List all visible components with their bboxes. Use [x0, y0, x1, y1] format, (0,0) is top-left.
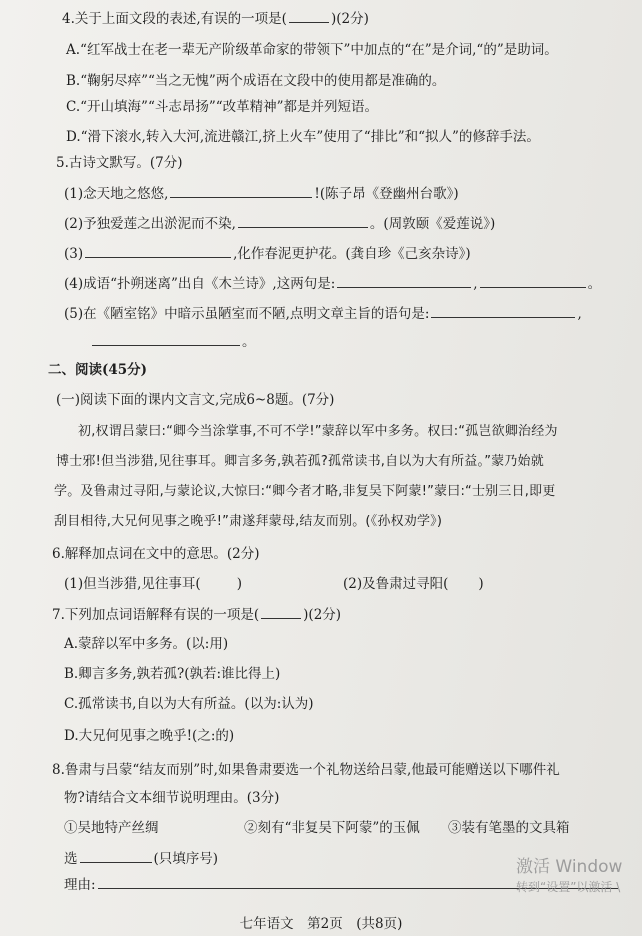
q8-option-3: ③装有笔墨的文具箱 — [448, 820, 570, 836]
activation-watermark-subtitle: 转到“设置”以激活 \ — [516, 880, 621, 894]
q7-option-c: C.孤常读书,自以为大有所益。(以为:认为) — [64, 696, 314, 712]
q4-option-b: B.“鞠躬尽瘁”“当之无愧”两个成语在文段中的使用都是准确的。 — [66, 73, 446, 89]
q5-stem: 5.古诗文默写。(7分) — [56, 155, 183, 171]
q5-line2: (2)予独爱莲之出淤泥而不染, 。(周敦颐《爱莲说》) — [64, 213, 495, 234]
activation-watermark-title: 激活 Window — [516, 857, 623, 877]
q7-stem: 7.下列加点词语解释有误的一项是( )(2分) — [52, 604, 341, 625]
passage-line: 初,权谓吕蒙曰:“卿今当涂掌事,不可不学!”蒙辞以军中多务。权曰:“孤岂欲卿治经为 — [78, 424, 558, 439]
q6-item2: (2)及鲁肃过寻阳( ) — [343, 576, 484, 592]
q4-option-c: C.“开山填海”“斗志昂扬”“改革精神”都是并列短语。 — [66, 99, 379, 115]
answer-blank[interactable] — [238, 213, 368, 228]
answer-blank[interactable] — [92, 331, 240, 346]
q6-item1: (1)但当涉猎,见往事耳( ) — [64, 576, 242, 592]
choice-blank[interactable] — [80, 848, 152, 863]
q8-choice: 选 (只填序号) — [64, 848, 218, 869]
answer-blank[interactable] — [337, 273, 471, 288]
answer-blank[interactable] — [480, 273, 586, 288]
q7-option-d: D.大兄何见事之晚乎!(之:的) — [64, 728, 235, 744]
q8-option-1: ①吴地特产丝绸 — [64, 820, 159, 836]
q5-line4: (4)成语“扑朔迷离”出自《木兰诗》,这两句是: , 。 — [64, 273, 601, 294]
subsection-title: (一)阅读下面的课内文言文,完成6~8题。(7分) — [56, 392, 335, 408]
q8-reason: 理由: — [64, 874, 620, 895]
q8-stem: 8.鲁肃与吕蒙“结友而别”时,如果鲁肃要选一个礼物送给吕蒙,他最可能赠送以下哪件礼 — [52, 762, 560, 778]
answer-blank[interactable] — [431, 303, 575, 318]
page-footer: 七年语文 第2页 (共8页) — [239, 916, 403, 932]
q7-option-a: A.蒙辞以军中多务。(以:用) — [64, 636, 229, 652]
passage-line: 刮目相待,大兄何见事之晚乎!”肃遂拜蒙母,结友而别。(《孙权劝学》) — [54, 514, 443, 529]
q5-line1: (1)念天地之悠悠, !(陈子昂《登幽州台歌》) — [64, 183, 459, 204]
answer-blank[interactable] — [261, 604, 301, 619]
passage-line: 学。及鲁肃过寻阳,与蒙论议,大惊曰:“卿今者才略,非复吴下阿蒙!”蒙曰:“士别三日,即更 — [54, 484, 556, 499]
q5-line3: (3) ,化作春泥更护花。(龚自珍《己亥杂诗》) — [64, 243, 471, 264]
q5-line5: (5)在《陋室铭》中暗示虽陋室而不陋,点明文章主旨的语句是: , — [64, 303, 582, 324]
q4-option-a: A.“红军战士在老一辈无产阶级革命家的带领下”中加点的“在”是介词,“的”是助词。 — [66, 42, 558, 58]
q8-option-2: ②刻有“非复吴下阿蒙”的玉佩 — [244, 820, 420, 836]
q7-option-b: B.卿言多务,孰若孤?(孰若:谁比得上) — [64, 666, 281, 682]
q4-option-d: D.“滑下滚水,转入大河,流进赣江,挤上火车”使用了“排比”和“拟人”的修辞手法。 — [66, 129, 540, 145]
answer-blank[interactable] — [170, 183, 312, 198]
passage-line: 博士邪!但当涉猎,见往事耳。卿言多务,孰若孤?孤常读书,自以为大有所益。”蒙乃始就 — [56, 454, 544, 469]
answer-blank[interactable] — [85, 243, 231, 258]
section-title: 二、阅读(45分) — [48, 362, 148, 378]
q6-stem: 6.解释加点词在文中的意思。(2分) — [52, 546, 260, 562]
q5-line5-cont: 。 — [90, 331, 256, 352]
q4-stem: 4.关于上面文段的表述,有误的一项是( )(2分) — [62, 8, 369, 29]
q8-stem-cont: 物?请结合文本细节说明理由。(3分) — [64, 790, 280, 806]
